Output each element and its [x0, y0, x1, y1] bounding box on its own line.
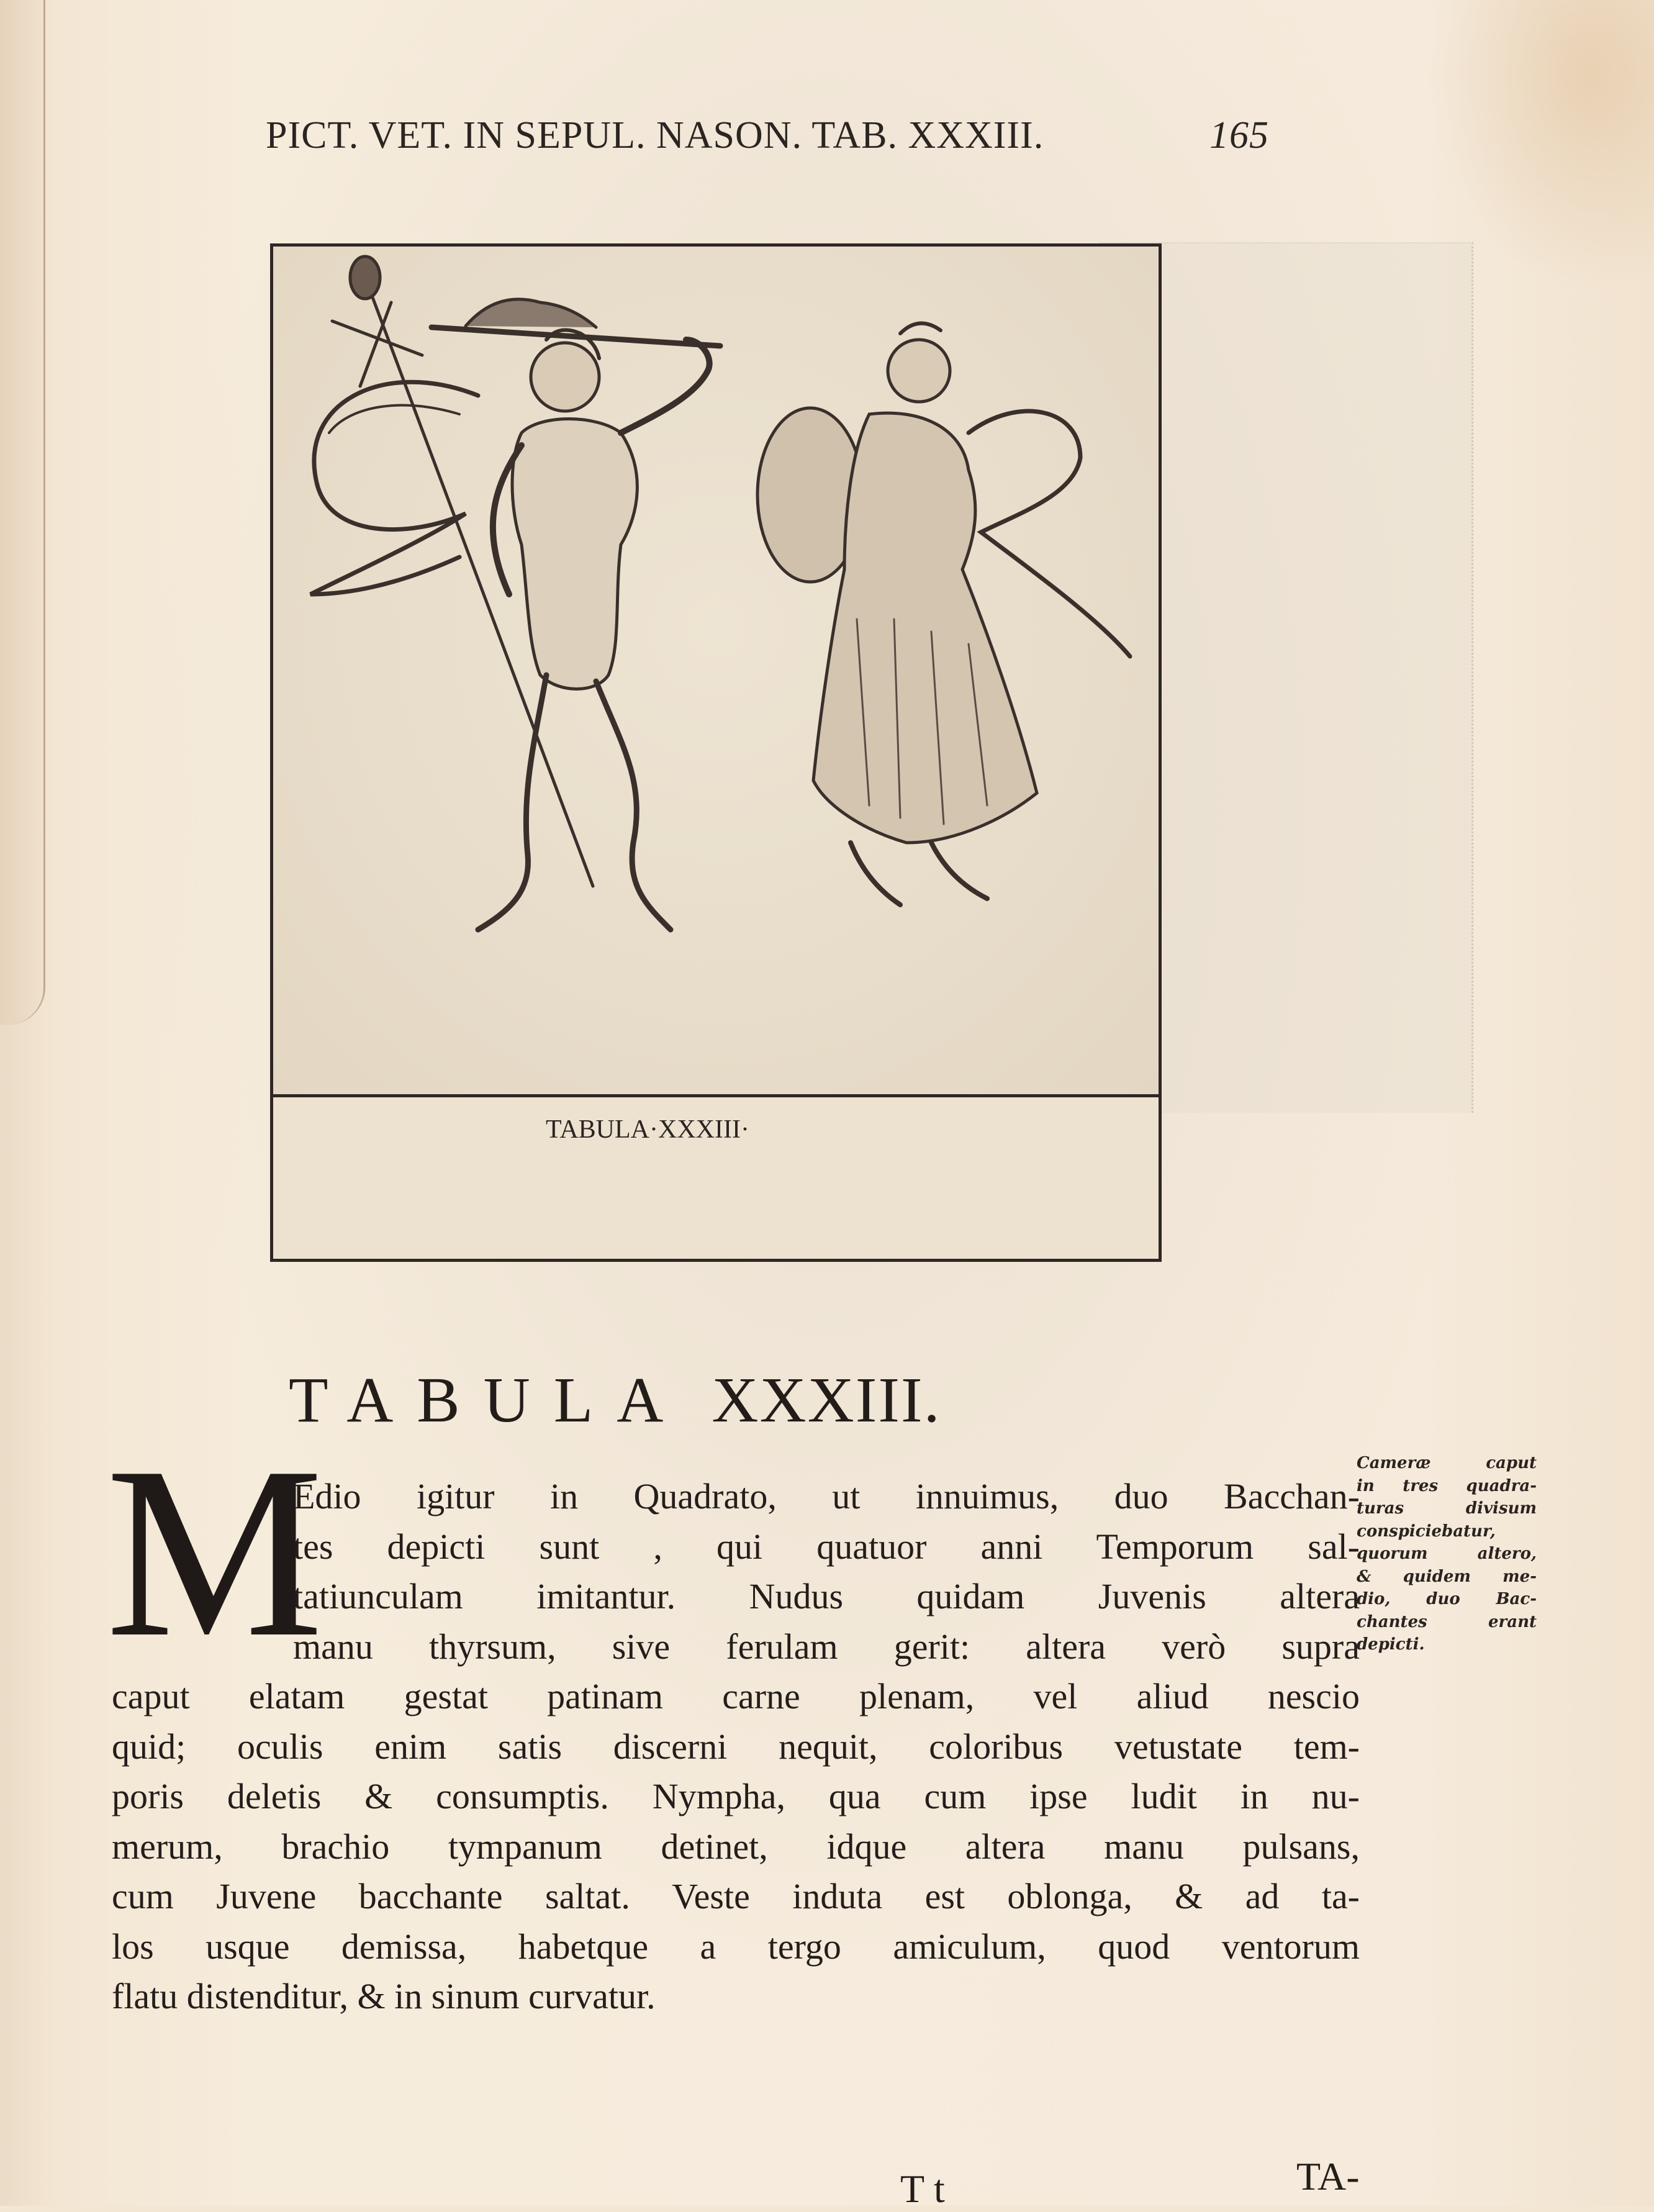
margin-note-line: dio, duo Bac- [1357, 1590, 1537, 1608]
margin-note-line: & quidem me- [1357, 1567, 1537, 1586]
catchword: TA- [1296, 2154, 1360, 2198]
margin-note-line: Cameræ caput [1357, 1454, 1537, 1472]
margin-note-line: depicti. [1357, 1635, 1425, 1654]
running-head [266, 114, 1284, 157]
body-line: los usque demissa, habetque a tergo amiculum, quod ventorum [112, 1926, 1360, 1967]
body-paragraph [112, 1472, 1360, 2022]
body-line: tes depicti sunt , qui quatuor anni Temporum sal- [293, 1526, 1360, 1567]
engraving-plate [270, 243, 1162, 1262]
bacchants-engraving-icon [273, 247, 1159, 1091]
drop-cap: M [106, 1416, 324, 1688]
signature-mark: T t [900, 2167, 945, 2211]
body-line: tatiunculam imitantur. Nudus quidam Juvenis altera [293, 1576, 1360, 1616]
body-line: flatu distenditur, & in sinum curvatur. [112, 1976, 656, 2016]
body-line: poris deletis & consumptis. Nympha, qua cum ipse ludit in nu- [112, 1776, 1360, 1816]
body-line: quid; oculis enim satis discerni nequit, coloribus vetustate tem- [112, 1726, 1360, 1767]
body-line: manu thyrsum, sive ferulam gerit: altera verò supra [293, 1626, 1360, 1667]
margin-note-line: in tres quadra- [1357, 1476, 1537, 1495]
margin-note-line: turas divisum [1357, 1499, 1537, 1518]
engraving-image [273, 247, 1159, 1097]
body-line: merum, brachio tympanum detinet, idque altera manu pulsans, [112, 1826, 1360, 1867]
margin-note-line: conspiciebatur, [1357, 1521, 1496, 1541]
margin-note-line: quorum altero, [1357, 1544, 1537, 1563]
plate-caption: TABULA·XXXIII· [546, 1115, 749, 1144]
heading-word: TABULA [289, 1364, 687, 1436]
page-gutter-edge [0, 0, 45, 1025]
heading-numeral: XXXIII. [712, 1364, 941, 1436]
marginal-note [1357, 1452, 1537, 1656]
running-head-title: PICT. VET. IN SEPUL. NASON. TAB. XXXIII. [266, 114, 1044, 156]
section-heading [289, 1363, 941, 1437]
body-line: Edio igitur in Quadrato, ut innuimus, duo Bacchan- [293, 1476, 1360, 1516]
body-line: caput elatam gestat patinam carne plenam, vel aliud nescio [112, 1676, 1360, 1716]
page-number: 165 [1209, 114, 1269, 156]
body-line: cum Juvene bacchante saltat. Veste induta est oblonga, & ad ta- [112, 1876, 1360, 1916]
margin-note-line: chantes erant [1357, 1612, 1537, 1631]
